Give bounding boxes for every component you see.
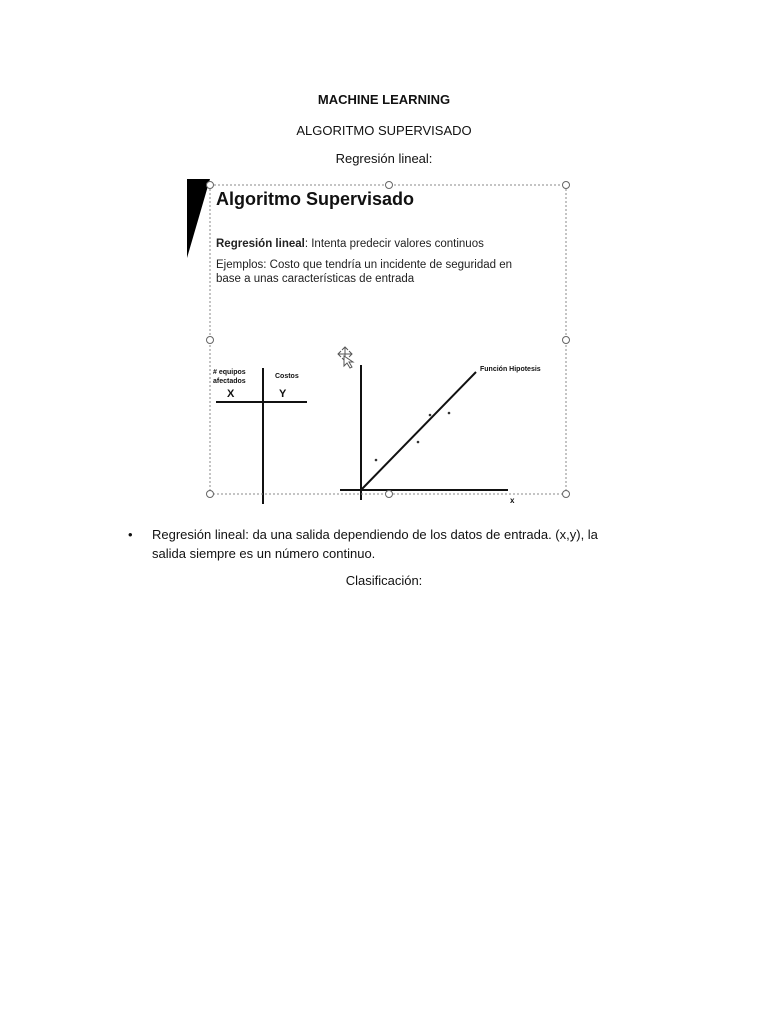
resize-handle-top-left[interactable] xyxy=(207,182,214,189)
plot-hypothesis-label: Función Hipotesis xyxy=(480,366,541,373)
resize-handle-bottom-left[interactable] xyxy=(207,491,214,498)
slide-heading: Algoritmo Supervisado xyxy=(216,189,415,209)
slide-example-line-2: base a unas características de entrada xyxy=(216,273,415,285)
resize-handle-bottom-center[interactable] xyxy=(386,491,393,498)
section-heading-clasificacion: Clasificación: xyxy=(345,573,423,588)
plot-data-point xyxy=(448,412,451,415)
plot-data-point xyxy=(375,459,378,462)
table-x-caption-1: # equipos xyxy=(213,369,246,376)
slide-definition xyxy=(216,238,484,250)
slide-corner-wedge xyxy=(187,179,210,258)
slide-example-line-1: Ejemplos: Costo que tendría un incidente de seguridad en xyxy=(216,259,513,271)
bullet-text: Regresión lineal: da una salida dependiendo de los datos de entrada. (x,y), la salida siempre es un número continuo. xyxy=(152,527,598,561)
section-heading-regresion: Regresión lineal: xyxy=(335,151,433,166)
table-y-caption: Costos xyxy=(275,373,299,380)
table-x-header: X xyxy=(227,388,235,400)
plot-x-axis-label: x xyxy=(510,496,515,504)
document-title: MACHINE LEARNING xyxy=(317,92,451,107)
resize-handle-top-right[interactable] xyxy=(563,182,570,189)
plot-data-point xyxy=(417,441,420,444)
plot-hypothesis-line xyxy=(361,372,476,490)
slide-definition-label: Regresión lineal xyxy=(216,238,305,250)
document-subtitle: ALGORITMO SUPERVISADO xyxy=(296,123,472,138)
resize-handle-top-center[interactable] xyxy=(386,182,393,189)
resize-handle-bottom-right[interactable] xyxy=(563,491,570,498)
table-y-header: Y xyxy=(279,388,287,400)
slide-definition-text: : Intenta predecir valores continuos xyxy=(304,238,484,250)
embedded-slide-image[interactable] xyxy=(185,178,570,504)
resize-handle-middle-right[interactable] xyxy=(563,337,570,344)
resize-handle-middle-left[interactable] xyxy=(207,337,214,344)
plot-data-point xyxy=(429,414,432,417)
move-cursor-icon xyxy=(338,347,353,368)
table-x-caption-2: afectados xyxy=(213,378,246,385)
bullet-marker: • xyxy=(128,527,133,542)
